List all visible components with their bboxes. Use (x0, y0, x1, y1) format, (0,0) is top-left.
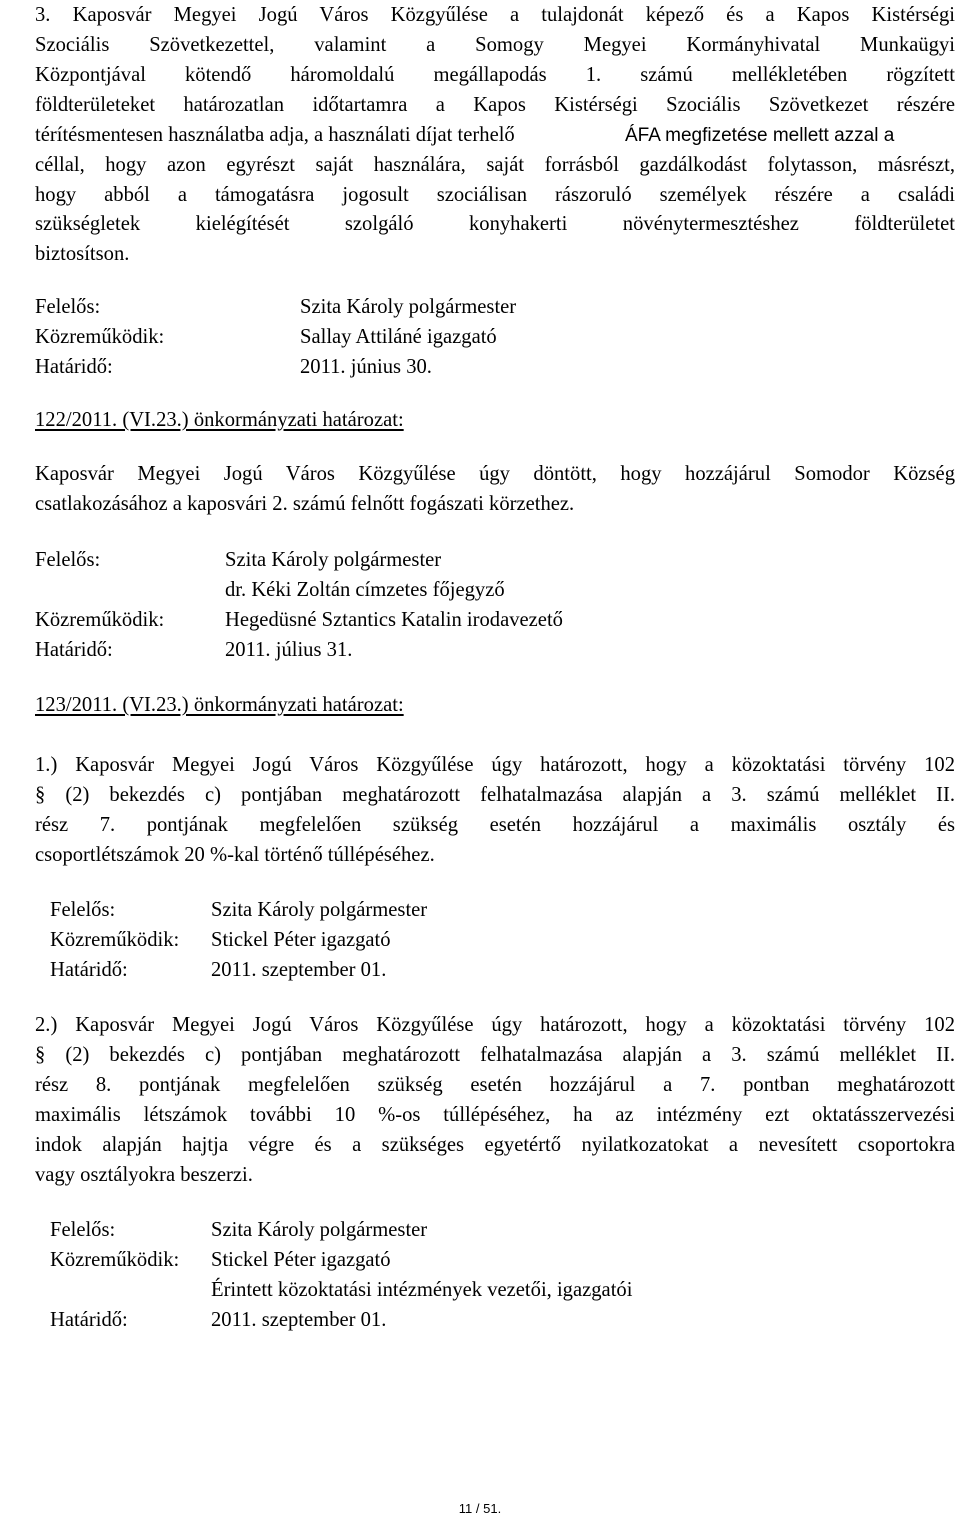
felelos-label: Felelős: (35, 296, 101, 318)
felelos-value: Szita Károly polgármester (211, 1219, 428, 1241)
item3-line-2: Szociális Szövetkezettel, valamint a Somogy Megyei Kormányhivatal Munkaügyi (35, 34, 955, 56)
item3-line-7: hogy abból a támogatásra jogosult szociálisan rászoruló személyek részére a családi (35, 184, 955, 206)
item3-line-3: Központjával kötendő háromoldalú megállapodás 1. számú mellékletében rögzített (35, 64, 955, 86)
item3-line-6: céllal, hogy azon egyrészt saját használára, saját forrásból gazdálkodást folytasson, másrészt, (35, 154, 955, 176)
res123-p2-line-6: vagy osztályokra beszerzi. (35, 1164, 253, 1186)
kozremukodik-label: Közreműködik: (35, 326, 165, 348)
hatarido-value: 2011. szeptember 01. (211, 1309, 387, 1331)
kozremukodik-label: Közreműködik: (35, 609, 165, 631)
item3-line-9: biztosítson. (35, 243, 130, 265)
res123-p1-line-1: 1.) Kaposvár Megyei Jogú Város Közgyűlése úgy határozott, hogy a közoktatási törvény 102 (35, 754, 955, 776)
hatarido-label: Határidő: (50, 959, 128, 981)
res122-line-2: csatlakozásához a kaposvári 2. számú felnőtt fogászati körzethez. (35, 493, 575, 515)
felelos-value: Szita Károly polgármester (211, 899, 428, 921)
res123-p2-line-3: rész 8. pontjának megfelelően szükség esetén hozzájárul a 7. pontban meghatározott (35, 1074, 955, 1096)
felelos-value: Szita Károly polgármester (225, 549, 442, 571)
res122-line-1: Kaposvár Megyei Jogú Város Közgyűlése úgy döntött, hogy hozzájárul Somodor Község (35, 463, 955, 485)
resolution-122-heading: 122/2011. (VI.23.) önkormányzati határozat: (35, 409, 404, 431)
item3-line-1: 3. Kaposvár Megyei Jogú Város Közgyűlése a tulajdonát képező és a Kapos Kistérségi (35, 4, 955, 26)
res123-p1-line-2: § (2) bekezdés c) pontjában meghatározott felhatalmazása alapján a 3. számú melléklet II. (35, 784, 955, 806)
kozremukodik-label: Közreműködik: (50, 1249, 180, 1271)
resolution-123-heading: 123/2011. (VI.23.) önkormányzati határozat: (35, 694, 404, 716)
hatarido-label: Határidő: (50, 1309, 128, 1331)
res123-p2-line-1: 2.) Kaposvár Megyei Jogú Város Közgyűlése úgy határozott, hogy a közoktatási törvény 102 (35, 1014, 955, 1036)
item3-line-4: földterületeket határozatlan időtartamra a Kapos Kistérségi Szociális Szövetkezet részére (35, 94, 955, 116)
felelos-label: Felelős: (50, 1219, 116, 1241)
kozremukodik-value: Sallay Attiláné igazgató (300, 326, 497, 348)
hatarido-value: 2011. június 30. (300, 356, 432, 378)
kozremukodik-value: Hegedüsné Sztantics Katalin irodavezető (225, 609, 563, 631)
kozremukodik-value-2: Érintett közoktatási intézmények vezetői, igazgatói (211, 1279, 633, 1301)
hatarido-value: 2011. július 31. (225, 639, 353, 661)
item3-line-5-tail: ÁFA megfizetése mellett azzal a (625, 125, 895, 146)
kozremukodik-label: Közreműködik: (50, 929, 180, 951)
item3-line-5-head: térítésmentesen használatba adja, a használati díjat terhelő (35, 124, 515, 146)
hatarido-value: 2011. szeptember 01. (211, 959, 387, 981)
kozremukodik-value: Stickel Péter igazgató (211, 929, 391, 951)
res123-p2-line-4: maximális létszámok további 10 %-os túllépéséhez, ha az intézmény ezt oktatásszervezési (35, 1104, 955, 1126)
hatarido-label: Határidő: (35, 356, 113, 378)
kozremukodik-value: Stickel Péter igazgató (211, 1249, 391, 1271)
res123-p2-line-5: indok alapján hajtja végre és a szükséges egyetértő nyilatkozatokat a nevesített csoportokra (35, 1134, 955, 1156)
page-number: 11 / 51. (458, 1501, 502, 1516)
hatarido-label: Határidő: (35, 639, 113, 661)
felelos-label: Felelős: (50, 899, 116, 921)
res123-p2-line-2: § (2) bekezdés c) pontjában meghatározott felhatalmazása alapján a 3. számú melléklet II. (35, 1044, 955, 1066)
res123-p1-line-4: csoportlétszámok 20 %-kal történő túllépéséhez. (35, 844, 435, 866)
felelos-value: Szita Károly polgármester (300, 296, 517, 318)
felelos-value-2: dr. Kéki Zoltán címzetes főjegyző (225, 579, 505, 601)
res123-p1-line-3: rész 7. pontjának megfelelően szükség esetén hozzájárul a maximális osztály és (35, 814, 955, 836)
felelos-label: Felelős: (35, 549, 101, 571)
item3-line-8: szükségletek kielégítését szolgáló konyhakerti növénytermesztéshez földterületet (35, 213, 955, 235)
